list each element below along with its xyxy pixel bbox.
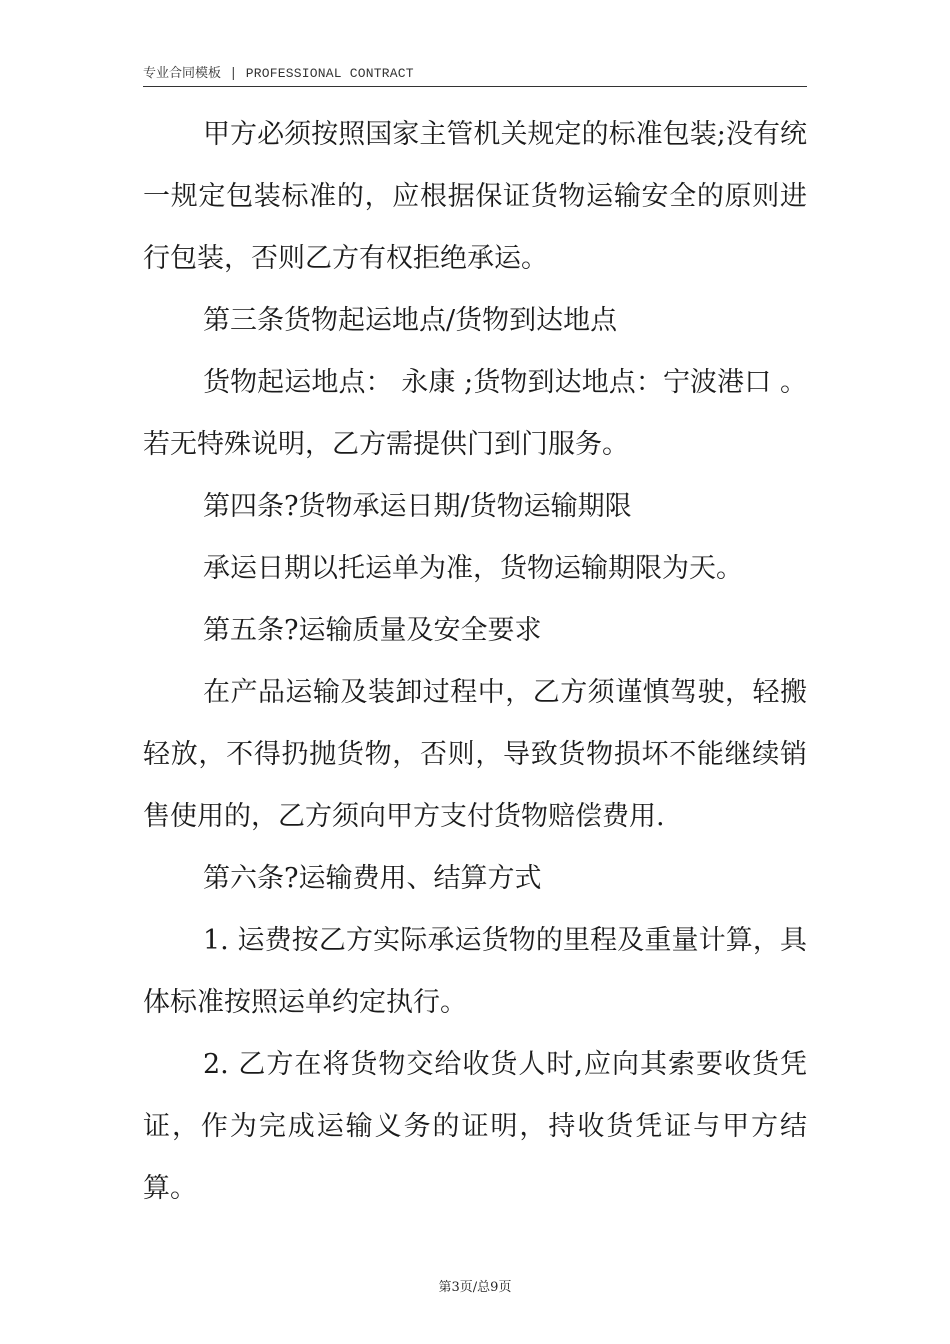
paragraph-locations: 货物起运地点： 永康 ;货物到达地点：宁波港口 。若无特殊说明，乙方需提供门到门服务。	[143, 367, 807, 460]
page-indicator: 第3页/总9页	[438, 1280, 512, 1295]
paragraph-packaging: 甲方必须按照国家主管机关规定的标准包装;没有统一规定包装标准的，应根据保证货物运输安全的原则进行包装，否则乙方有权拒绝承运。	[143, 119, 807, 274]
section-heading-article-3: 第三条货物起运地点/货物到达地点	[203, 305, 618, 336]
header-title-en: PROFESSIONAL CONTRACT	[245, 66, 414, 81]
paragraph-dates: 承运日期以托运单为准，货物运输期限为天。	[203, 553, 743, 584]
page-header	[143, 64, 807, 87]
section-heading-article-6: 第六条?运输费用、结算方式	[203, 863, 542, 894]
document-body	[143, 104, 807, 1220]
section-heading-article-4: 第四条?货物承运日期/货物运输期限	[203, 491, 632, 522]
paragraph-fee-item-1: 1. 运费按乙方实际承运货物的里程及重量计算，具体标准按照运单约定执行。	[143, 925, 807, 1018]
paragraph-fee-item-2: 2. 乙方在将货物交给收货人时,应向其索要收货凭证，作为完成运输义务的证明，持收货凭证与甲方结算。	[143, 1049, 807, 1204]
header-separator: |	[231, 66, 236, 81]
header-title-cn: 专业合同模板	[143, 66, 222, 81]
section-heading-article-5: 第五条?运输质量及安全要求	[203, 615, 542, 646]
paragraph-quality: 在产品运输及装卸过程中，乙方须谨慎驾驶，轻搬轻放，不得扔抛货物，否则，导致货物损坏不能继续销售使用的，乙方须向甲方支付货物赔偿费用.	[143, 677, 807, 832]
